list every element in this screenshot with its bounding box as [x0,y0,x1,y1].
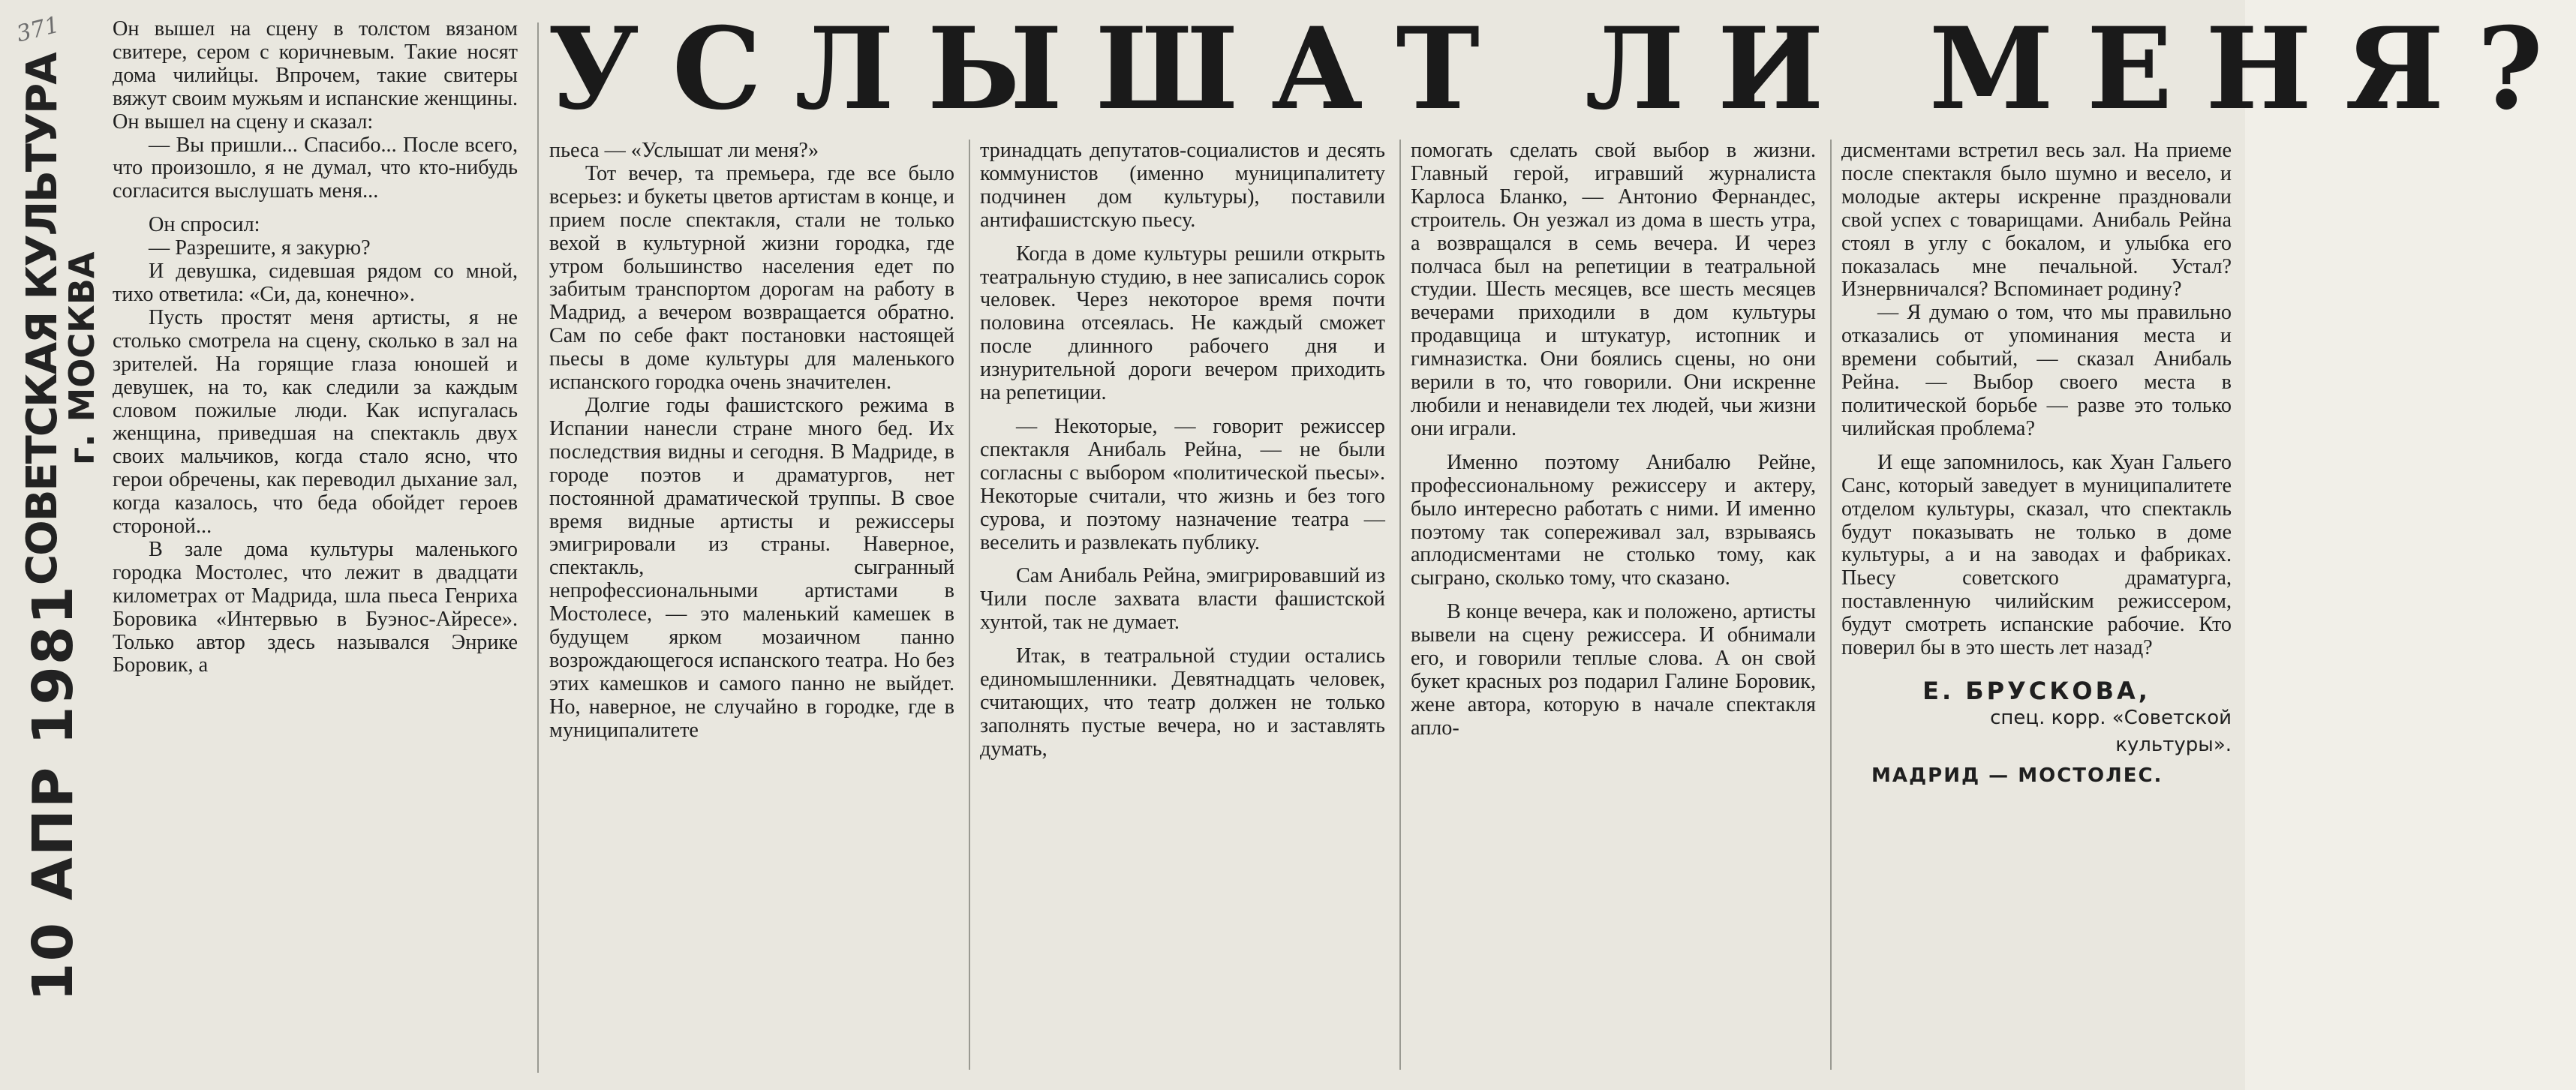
column-divider [1830,140,1832,1070]
paragraph: Он вышел на сцену в толстом вязаном свитере, сером с коричневым. Такие носят дома чилийцы. Впрочем, такие свитеры вяжут своим мужьям и испанские женщины. Он вышел на сцену и сказал: [113,17,518,134]
paragraph: Долгие годы фашистского режима в Испании нанесли стране много бед. Их последствия видны и сегодня. В Мадриде, в городе поэтов и драматургов, нет постоянной драматической труппы. В свое время видные артисты и режиссеры эмигрировали из страны. Наверное, спектакль, сыгранный непрофессиональными артистами в Мостолесе, — это маленький камешек в будущем ярком мозаичном панно возрождающегося испанского театра. Но без этих камешков и самого панно не выйдет. Но, наверное, не случайно в городке, где в муниципалитете [549,393,954,742]
author-role: культуры». [2115,733,2232,756]
paragraph: дисментами встретил весь зал. На приеме после спектакля было шумно и весело, и молодые актеры искренне праздновали свой успех с товарищами. Анибаль Рейна стоял в углу с бокалом, и улыбка его показалась мне печальной. Устал? Изнервничался? Вспоминает родину? [1841,139,2232,302]
paragraph: В зале дома культуры маленького городка Мостолес, что лежит в двадцати километрах от Мадрида, шла пьеса Генриха Боровика «Интервью в Буэнос-Айресе». Только автор здесь назывался Энрике Боровик, а [113,537,518,677]
article-column-2 [549,140,954,743]
paragraph: — Вы пришли... Спасибо... После всего, что произошло, я не думал, что кто-нибудь согласится выслушать меня... [113,133,518,203]
article-column-5 [1841,140,2232,788]
article-headline: УСЛЫШАТ ЛИ МЕНЯ? [548,3,2576,135]
paragraph: И еще запомнилось, как Хуан Гальего Санс, который заведует в муниципалитете отделом культуры, сказал, что спектакль будут показывать не только в доме культуры, а и на заводах и фабриках. Пьесу советского драматурга, поставленную чилийским режиссером, будут смотреть испанские рабочие. Кто поверил бы в это шесть лет назад? [1841,450,2232,660]
article-column-4 [1411,140,1816,740]
article-byline [1841,676,2232,788]
column-divider [1399,140,1401,1070]
archive-stamp [0,0,102,1090]
paragraph: Он спросил: [149,213,260,237]
author-name: Е. БРУСКОВА, [1922,676,2151,705]
paragraph: Тот вечер, та премьера, где все было всерьез: и букеты цветов артистам в конце, и прием после спектакля, стали не только вехой в культурной жизни городка, где утром большинство населения едет по забитым транспортом дорогам на работу в Мадрид, а вечером возвращается обратно. Сам по себе факт постановки настоящей пьесы в доме культуры для маленького испанского городка очень значителен. [549,161,954,395]
paragraph: В конце вечера, как и положено, артисты вывели на сцену режиссера. И обнимали его, и говорили теплые слова. А он свой букет красных роз подарил Галине Боровик, жене автора, которую в начале спектакля апло- [1411,600,1816,740]
stamp-date: 10 АПР 1981 [21,584,86,1001]
paragraph: Именно поэтому Анибалю Рейне, профессиональному режиссеру и актеру, было интересно работать с ними. И именно поэтому так сопереживал зал, взрываясь аплодисментами не столько тому, как сыграно, сколько тому, что сказано. [1411,450,1816,590]
article-column-1 [113,18,518,677]
paragraph: помогать сделать свой выбор в жизни. Главный герой, игравший журналиста Карлоса Бланко, — Антонио Фернандес, строитель. Он уезжал из дома в шесть утра, а возвращался в семь вечера. И через полчаса был на репетиции в театральной студии. Шесть месяцев, все шесть месяцев вечерами приходили в дом культуры продавщица и штукатур, истопник и гимназистка. Они боялись сцены, но они верили в то, что говорили. Они искренне любили и ненавидели тех людей, чьи жизни они играли. [1411,139,1816,440]
column-divider [537,23,539,1073]
stamp-city: г. МОСКВА [62,251,102,465]
paragraph: Итак, в театральной студии остались единомышленники. Девятнадцать человек, считающих, что театр должен не только заполнять пустые вечера, но и заставлять думать, [980,644,1385,761]
column-divider [969,140,970,1070]
author-role: спец. корр. «Советской [1990,706,2232,729]
paragraph: Пусть простят меня артисты, я не столько смотрела на сцену, сколько в зал на зрителей. На горящие глаза юношей и девушек, на то, как следили за каждым словом пожилые люди. Как испугалась женщина, приведшая на спектакль двух своих мальчиков, когда стало ясно, что герои обречены, как переводил дыхание зал, когда казалось, что беда обойдет героев стороной... [113,305,518,539]
article-column-3 [980,140,1385,761]
handwritten-archive-number: 371 [14,11,62,48]
paragraph: — Разрешите, я закурю? [149,236,371,260]
paragraph: — Некоторые, — говорит режиссер спектакля Анибаль Рейна, — не были согласны с выбором «политической пьесы». Некоторые считали, что жизнь и без того сурова, и поэтому назначение театра — веселить и развлекать публику. [980,414,1385,554]
paragraph: пьеса — «Услышат ли меня?» [549,139,819,162]
paragraph: — Я думаю о том, что мы правильно отказались от упоминания места и времени событий, — сказал Анибаль Рейна. — Выбор своего места в политической борьбе — разве это только чилийская проблема? [1841,301,2232,440]
dateline-place: МАДРИД — МОСТОЛЕС. [1871,764,2163,787]
paragraph: тринадцать депутатов-социалистов и десять коммунистов (именно муниципалитету подчинен дом культуры), поставили антифашистскую пьесу. [980,139,1385,232]
paragraph: И девушка, сидевшая рядом со мной, тихо ответила: «Си, да, конечно». [113,260,518,306]
paragraph: Сам Анибаль Рейна, эмигрировавший из Чили после захвата власти фашистской хунтой, так не думает. [980,564,1385,635]
stamp-newspaper-name: СОВЕТСКАЯ КУЛЬТУРА [18,53,67,585]
paragraph: Когда в доме культуры решили открыть театральную студию, в нее записались сорок человек. Через некоторое время почти половина отсеялась. Не каждый сможет после длинного рабочего дня и изнурительной дороги вечером приходить на репетиции. [980,242,1385,405]
